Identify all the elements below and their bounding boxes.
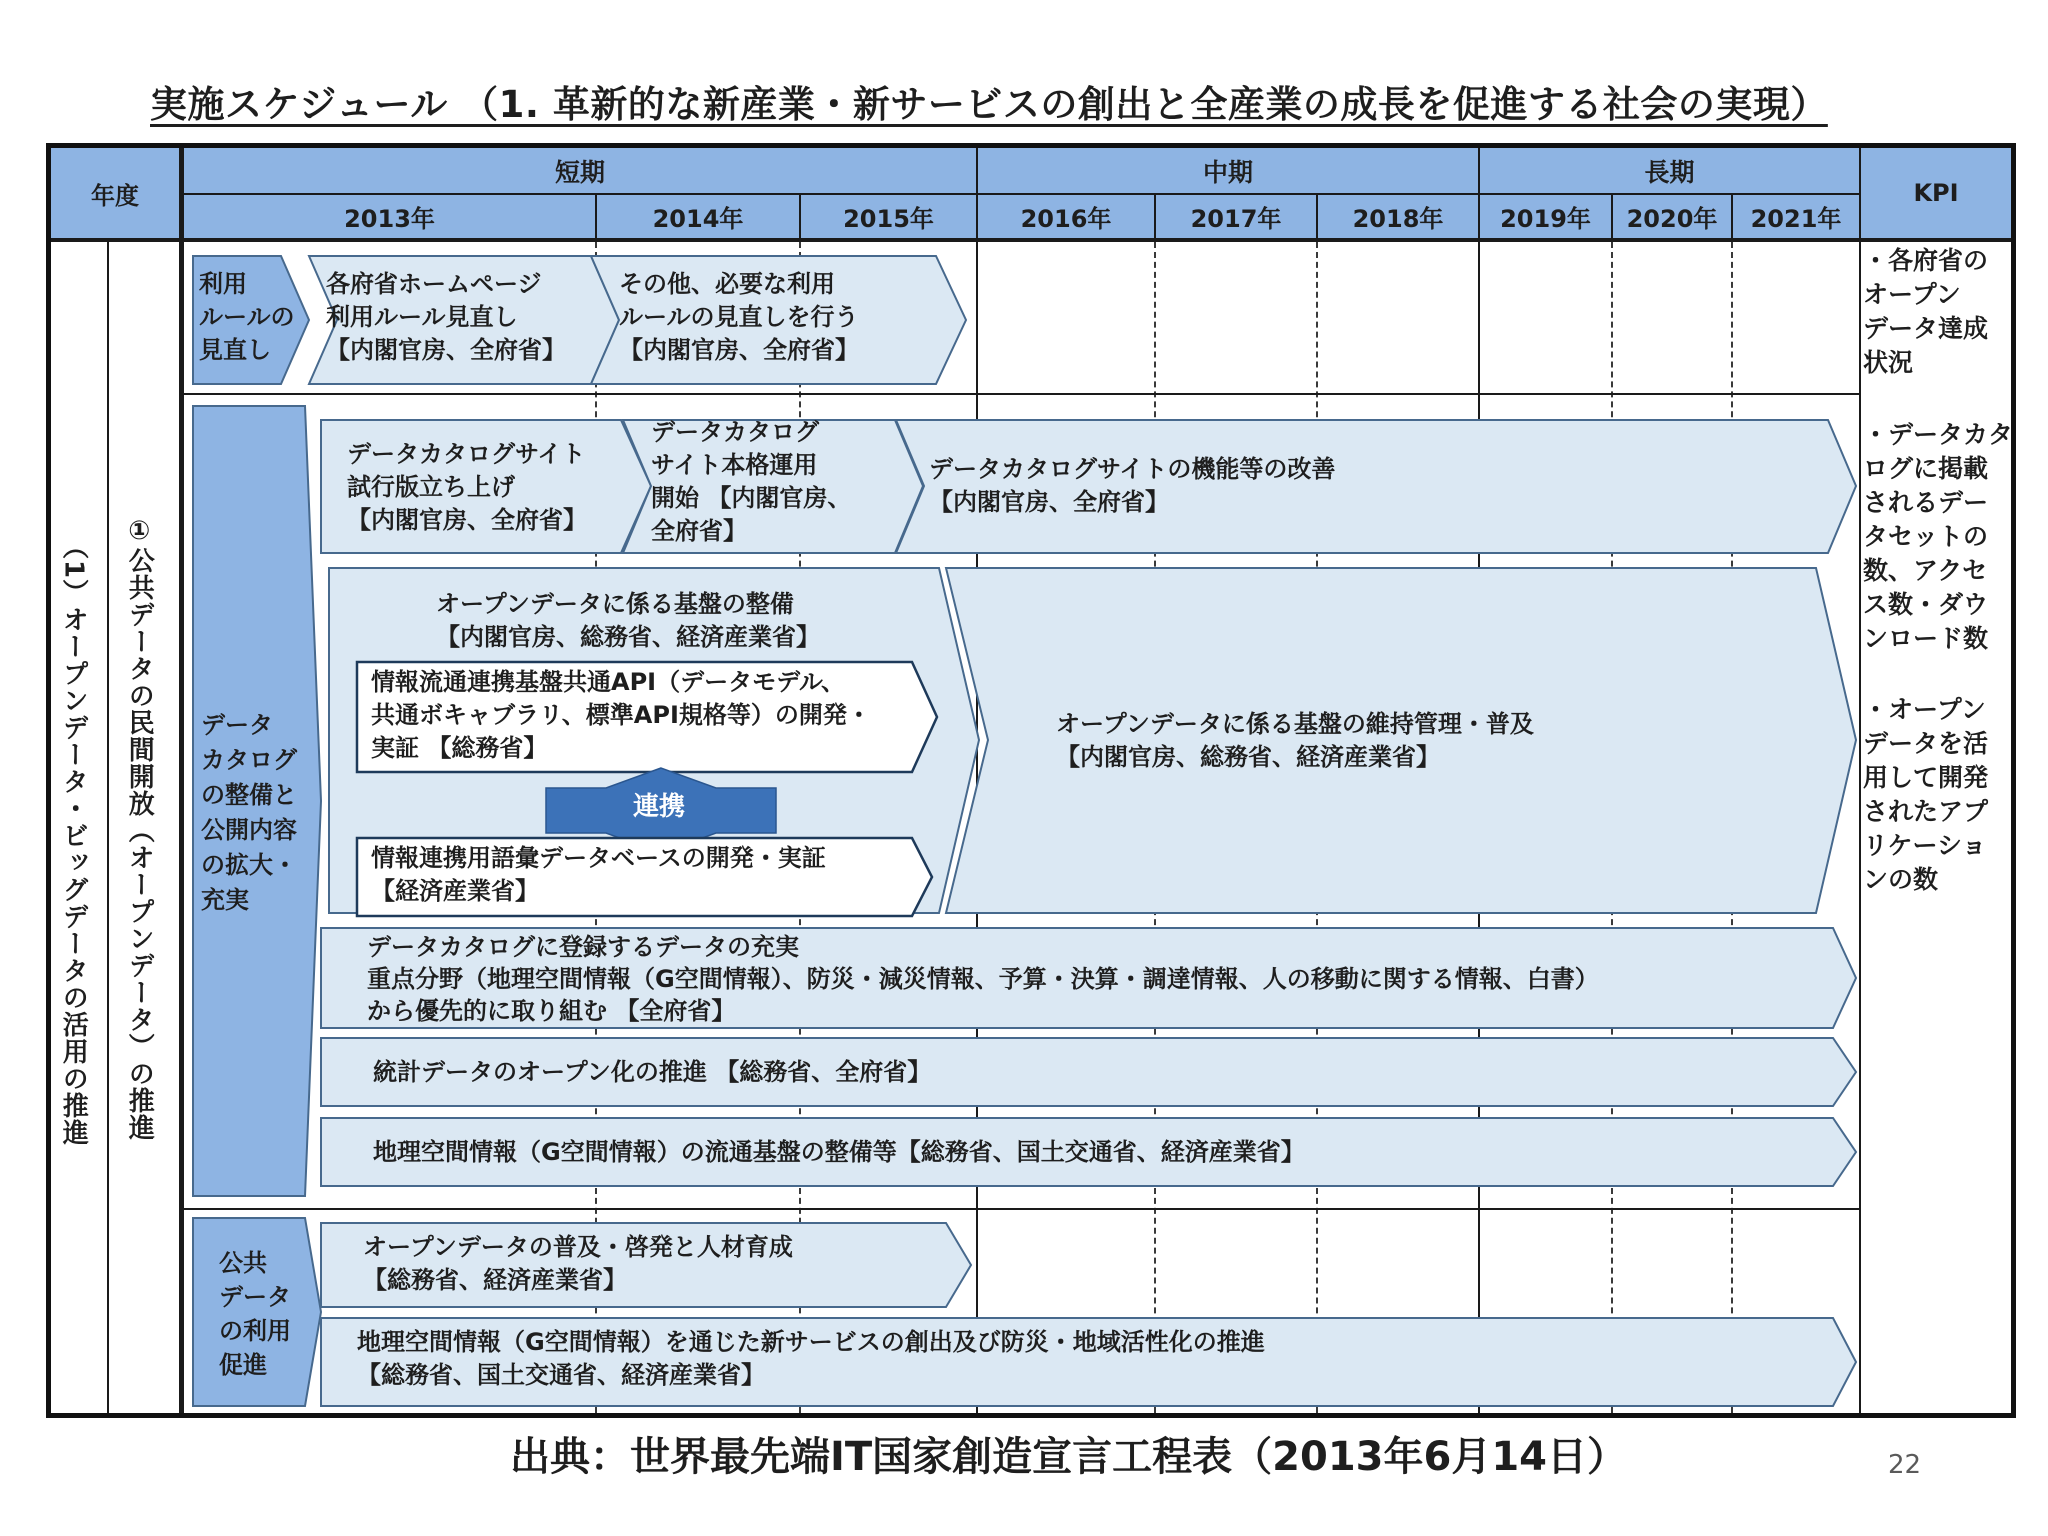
promotion-text: オープンデータの普及・啓発と人材育成 【総務省、経済産業省】	[363, 1233, 793, 1294]
utilization-label: 公共 データ の利用 促進	[219, 1249, 291, 1379]
site-improve-text: データカタログサイトの機能等の改善 【内閣官房、全府省】	[929, 455, 1336, 516]
section-divider	[181, 393, 1861, 395]
rules-label: 利用 ルールの 見直し	[199, 270, 295, 364]
period-long-term: 長期	[1644, 157, 1695, 187]
header-divider	[51, 238, 2011, 242]
year-2018: 2018年	[1352, 205, 1444, 233]
year-2021: 2021年	[1750, 205, 1842, 233]
year-2013: 2013年	[344, 205, 435, 233]
catalog-label: データ カタログ の整備と 公開内容 の拡大・ 充実	[201, 711, 297, 914]
period-mid-term: 中期	[1202, 157, 1253, 187]
stats-open-text: 統計データのオープン化の推進 【総務省、全府省】	[373, 1058, 932, 1086]
year-2015: 2015年	[843, 205, 934, 233]
site-trial-text: データカタログサイト 試行版立ち上げ 【内閣官房、全府省】	[347, 440, 587, 534]
rules-phase1-text: 各府省ホームページ 利用ルール見直し 【内閣官房、全府省】	[326, 270, 566, 364]
outer-row-label: （1）オープンデータ・ビッグデータの活用の推進	[58, 533, 89, 1147]
year-2017: 2017年	[1190, 205, 1282, 233]
inner-row-label: ①公共データの民間開放（オープンデータ）の推進	[124, 516, 155, 1141]
rules-phase2-text: その他、必要な利用 ルールの見直しを行う 【内閣官房、全府省】	[619, 270, 859, 364]
kpi-column-border	[1859, 148, 1861, 1413]
year-2020: 2020年	[1626, 205, 1718, 233]
vocab-db-text: 情報連携用語彙データベースの開発・実証 【経済産業省】	[371, 844, 826, 905]
page-number: 22	[1888, 1450, 1922, 1480]
source-citation: 出典：世界最先端IT国家創造宣言工程表（2013年6月14日）	[510, 1434, 1627, 1480]
section-divider	[181, 1208, 1861, 1210]
data-enrich-text: データカタログに登録するデータの充実 重点分野（地理空間情報（G空間情報）、防災・減災情報、予算・決算・調達情報、人の移動に関する情報、白書） から優先的に取り組む 【全府省】	[367, 933, 1599, 1025]
site-full-text: データカタログ サイト本格運用 開始 【内閣官房、 全府省】	[651, 418, 852, 545]
year-2014: 2014年	[652, 205, 744, 233]
year-2016: 2016年	[1020, 205, 1112, 233]
infra-maintain-text: オープンデータに係る基盤の維持管理・普及 【内閣官房、総務省、経済産業省】	[1056, 710, 1534, 771]
year-header-label: 年度	[91, 181, 139, 210]
kpi-item-1: ・各府省の オープン データ達成 状況	[1863, 246, 1989, 377]
link-label: 連携	[633, 792, 686, 822]
kpi-item-3: ・オープン データを活 用して開発 されたアプ リケーショ ンの数	[1863, 695, 1989, 894]
year-2019: 2019年	[1500, 205, 1591, 233]
label-column-border	[179, 148, 184, 1413]
page-title: 実施スケジュール （1. 革新的な新産業・新サービスの創出と全産業の成長を促進する社会の実現）	[150, 83, 1828, 126]
schedule-table	[46, 143, 2016, 1418]
geo-infra-text: 地理空間情報（G空間情報）の流通基盤の整備等【総務省、国土交通省、経済産業省】	[373, 1138, 1305, 1166]
kpi-header-label: KPI	[1913, 179, 1959, 207]
kpi-item-2: ・データカタ ログに掲載 されるデー タセットの 数、アクセ ス数・ダウ ンロード数	[1863, 420, 2014, 653]
infra-build-text: オープンデータに係る基盤の整備 【内閣官房、総務省、経済産業省】	[436, 590, 820, 651]
period-short-term: 短期	[554, 157, 605, 187]
geo-services-text: 地理空間情報（G空間情報）を通じた新サービスの創出及び防災・地域活性化の推進 【総務省、国土交通省、経済産業省】	[357, 1328, 1265, 1389]
api-text: 情報流通連携基盤共通API（データモデル、 共通ボキャブラリ、標準API規格等）の開発・ 実証 【総務省】	[371, 668, 871, 762]
outer-label-divider	[107, 242, 109, 1413]
